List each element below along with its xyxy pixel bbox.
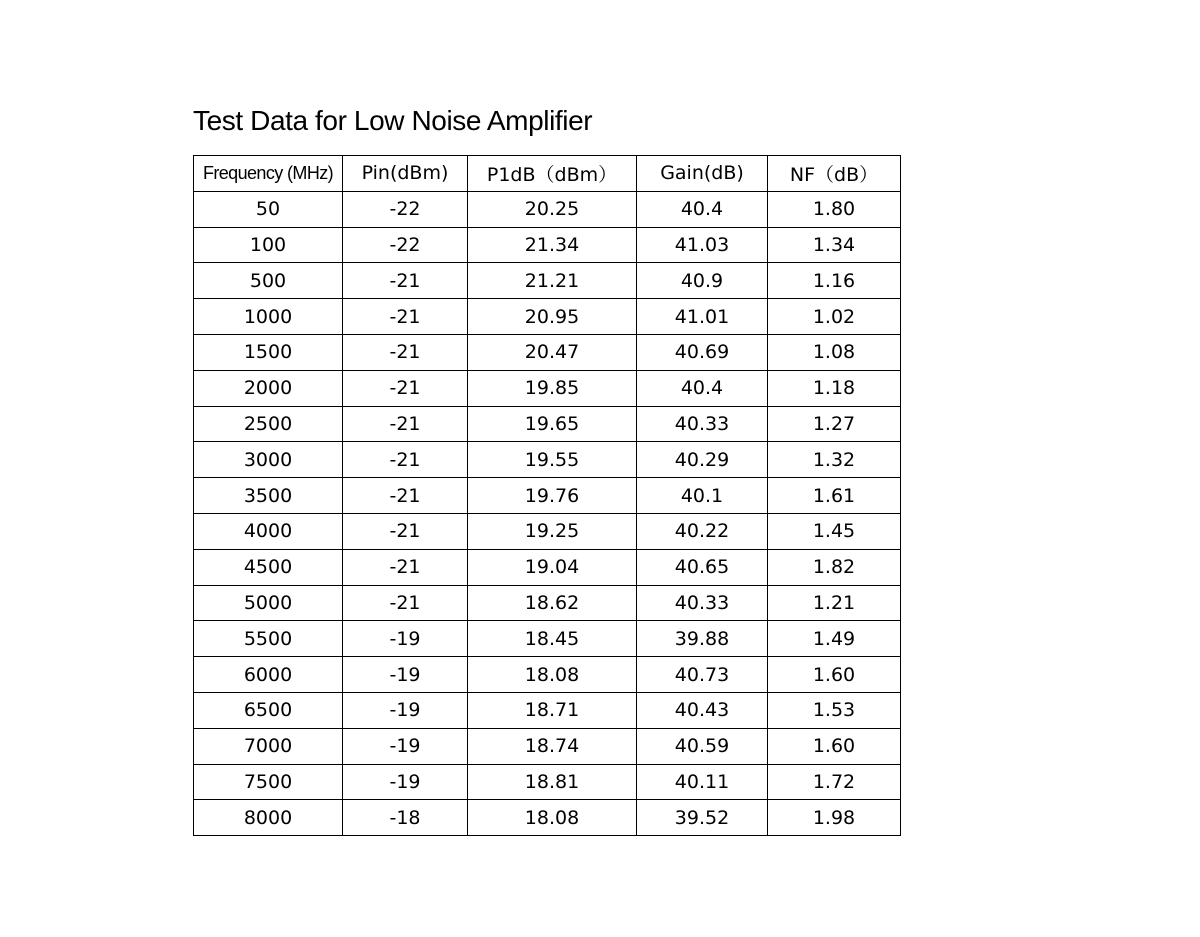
- cell-gain: 40.69: [637, 334, 768, 370]
- cell-pin: -21: [343, 406, 468, 442]
- cell-frequency: 100: [194, 227, 343, 263]
- cell-gain: 40.73: [637, 657, 768, 693]
- cell-pin: -21: [343, 442, 468, 478]
- cell-pin: -19: [343, 764, 468, 800]
- cell-nf: 1.82: [768, 549, 901, 585]
- cell-pin: -19: [343, 692, 468, 728]
- cell-p1db: 19.85: [468, 370, 637, 406]
- header-gain: Gain(dB): [637, 156, 768, 192]
- cell-gain: 40.9: [637, 263, 768, 299]
- table-row: [194, 227, 901, 263]
- cell-p1db: 18.08: [468, 800, 637, 836]
- cell-p1db: 19.25: [468, 513, 637, 549]
- cell-nf: 1.08: [768, 334, 901, 370]
- cell-nf: 1.21: [768, 585, 901, 621]
- cell-frequency: 4500: [194, 549, 343, 585]
- cell-frequency: 4000: [194, 513, 343, 549]
- cell-gain: 40.59: [637, 728, 768, 764]
- table-body: [194, 191, 901, 835]
- cell-p1db: 19.65: [468, 406, 637, 442]
- cell-gain: 39.88: [637, 621, 768, 657]
- cell-gain: 40.65: [637, 549, 768, 585]
- cell-p1db: 19.04: [468, 549, 637, 585]
- cell-p1db: 18.62: [468, 585, 637, 621]
- cell-pin: -21: [343, 334, 468, 370]
- cell-gain: 39.52: [637, 800, 768, 836]
- cell-pin: -21: [343, 263, 468, 299]
- table-row: [194, 263, 901, 299]
- cell-gain: 40.4: [637, 191, 768, 227]
- cell-p1db: 20.95: [468, 299, 637, 335]
- cell-gain: 41.03: [637, 227, 768, 263]
- cell-frequency: 2000: [194, 370, 343, 406]
- cell-nf: 1.02: [768, 299, 901, 335]
- cell-nf: 1.60: [768, 728, 901, 764]
- cell-nf: 1.98: [768, 800, 901, 836]
- cell-pin: -19: [343, 728, 468, 764]
- cell-nf: 1.72: [768, 764, 901, 800]
- header-nf: NF（dB）: [768, 156, 901, 192]
- table-row: [194, 657, 901, 693]
- cell-frequency: 8000: [194, 800, 343, 836]
- header-frequency: Frequency (MHz): [194, 156, 343, 192]
- cell-pin: -21: [343, 299, 468, 335]
- cell-pin: -21: [343, 478, 468, 514]
- table-row: [194, 406, 901, 442]
- table-row: [194, 513, 901, 549]
- cell-frequency: 2500: [194, 406, 343, 442]
- lna-test-data-table: [193, 155, 901, 836]
- header-pin: Pin(dBm): [343, 156, 468, 192]
- cell-frequency: 3500: [194, 478, 343, 514]
- cell-p1db: 21.34: [468, 227, 637, 263]
- cell-nf: 1.27: [768, 406, 901, 442]
- table-row: [194, 585, 901, 621]
- cell-gain: 40.11: [637, 764, 768, 800]
- cell-gain: 40.1: [637, 478, 768, 514]
- cell-pin: -21: [343, 549, 468, 585]
- table-row: [194, 334, 901, 370]
- cell-nf: 1.18: [768, 370, 901, 406]
- table-header: [194, 156, 901, 192]
- cell-pin: -21: [343, 513, 468, 549]
- cell-pin: -22: [343, 191, 468, 227]
- page-title: Test Data for Low Noise Amplifier: [193, 105, 593, 136]
- table-row: [194, 800, 901, 836]
- cell-frequency: 7500: [194, 764, 343, 800]
- cell-frequency: 3000: [194, 442, 343, 478]
- cell-gain: 40.4: [637, 370, 768, 406]
- table-row: [194, 299, 901, 335]
- cell-p1db: 18.74: [468, 728, 637, 764]
- header-p1db: P1dB（dBm）: [468, 156, 637, 192]
- cell-frequency: 1000: [194, 299, 343, 335]
- table-row: [194, 692, 901, 728]
- table-row: [194, 728, 901, 764]
- cell-p1db: 21.21: [468, 263, 637, 299]
- cell-pin: -22: [343, 227, 468, 263]
- table-row: [194, 621, 901, 657]
- table-row: [194, 478, 901, 514]
- cell-pin: -18: [343, 800, 468, 836]
- table-row: [194, 442, 901, 478]
- cell-p1db: 18.08: [468, 657, 637, 693]
- cell-nf: 1.49: [768, 621, 901, 657]
- cell-p1db: 19.76: [468, 478, 637, 514]
- cell-p1db: 18.71: [468, 692, 637, 728]
- cell-nf: 1.61: [768, 478, 901, 514]
- cell-pin: -19: [343, 657, 468, 693]
- cell-frequency: 50: [194, 191, 343, 227]
- cell-p1db: 18.81: [468, 764, 637, 800]
- cell-frequency: 6000: [194, 657, 343, 693]
- cell-gain: 40.22: [637, 513, 768, 549]
- table-row: [194, 370, 901, 406]
- header-row: [194, 156, 901, 192]
- cell-frequency: 6500: [194, 692, 343, 728]
- cell-gain: 41.01: [637, 299, 768, 335]
- cell-pin: -21: [343, 370, 468, 406]
- cell-nf: 1.45: [768, 513, 901, 549]
- cell-gain: 40.33: [637, 406, 768, 442]
- cell-pin: -19: [343, 621, 468, 657]
- cell-nf: 1.32: [768, 442, 901, 478]
- cell-gain: 40.29: [637, 442, 768, 478]
- table-row: [194, 764, 901, 800]
- cell-p1db: 20.25: [468, 191, 637, 227]
- table-row: [194, 191, 901, 227]
- cell-frequency: 5500: [194, 621, 343, 657]
- cell-frequency: 5000: [194, 585, 343, 621]
- cell-nf: 1.80: [768, 191, 901, 227]
- cell-gain: 40.43: [637, 692, 768, 728]
- cell-nf: 1.16: [768, 263, 901, 299]
- cell-p1db: 19.55: [468, 442, 637, 478]
- cell-nf: 1.53: [768, 692, 901, 728]
- cell-pin: -21: [343, 585, 468, 621]
- cell-frequency: 7000: [194, 728, 343, 764]
- cell-frequency: 500: [194, 263, 343, 299]
- cell-p1db: 18.45: [468, 621, 637, 657]
- cell-nf: 1.34: [768, 227, 901, 263]
- table-row: [194, 549, 901, 585]
- cell-frequency: 1500: [194, 334, 343, 370]
- cell-nf: 1.60: [768, 657, 901, 693]
- cell-gain: 40.33: [637, 585, 768, 621]
- cell-p1db: 20.47: [468, 334, 637, 370]
